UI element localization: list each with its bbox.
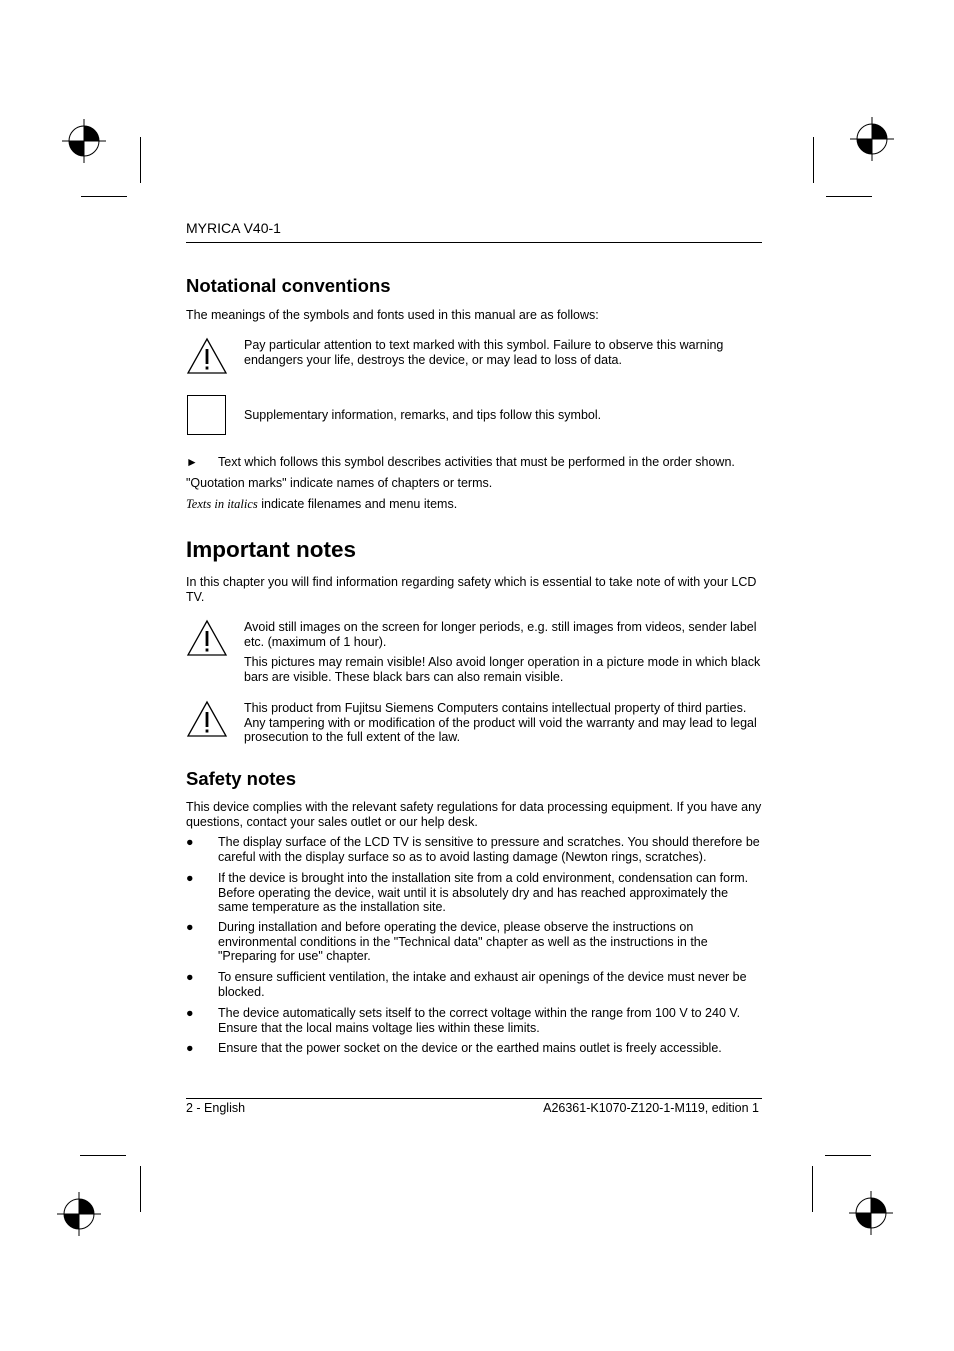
- crop-line: [826, 196, 872, 197]
- section-heading-notational-conventions: Notational conventions: [186, 275, 391, 296]
- crop-line: [812, 1166, 813, 1212]
- registration-mark-top-right: [850, 117, 894, 161]
- list-item: Ensure that the power socket on the device or the earthed mains outlet is freely accessible.: [218, 1041, 722, 1055]
- bullet-symbol: ●: [186, 835, 194, 849]
- warning-note: Pay particular attention to text marked with this symbol. Failure to observe this warning endangers your life, destroys the device, or may lead to loss of data.: [244, 338, 724, 367]
- warning-icon: [186, 619, 228, 657]
- paragraph-intro: The meanings of the symbols and fonts used in this manual are as follows:: [186, 308, 599, 322]
- bullet-symbol: ●: [186, 1041, 194, 1055]
- crop-line: [80, 1155, 126, 1156]
- page-number: 2 - English: [186, 1101, 246, 1115]
- crop-line: [825, 1155, 871, 1156]
- list-item: The device automatically sets itself to the correct voltage within the range from 100 V to 240 V. Ensure that the local mains voltage lies within these limits.: [218, 1006, 741, 1035]
- info-icon: [187, 395, 226, 435]
- info-note: Supplementary information, remarks, and tips follow this symbol.: [244, 408, 602, 422]
- document-id: A26361-K1070-Z120-1-M119, edition 1: [543, 1101, 759, 1115]
- warning-note-still-images: [244, 620, 762, 690]
- warning-paragraph: This pictures may remain visible! Also avoid longer operation in a picture mode in which black bars are visible. These black bars can also remain visible.: [244, 655, 761, 684]
- bullet-symbol: ●: [186, 920, 194, 934]
- registration-mark-bottom-left: [57, 1192, 101, 1236]
- list-item: The display surface of the LCD TV is sensitive to pressure and scratches. You should therefore be careful with the display surface so as to avoid lasting damage (Newton rings, scratches).: [218, 835, 760, 864]
- section-heading-important-notes: Important notes: [186, 537, 357, 562]
- crop-line: [140, 1166, 141, 1212]
- crop-line: [813, 137, 814, 183]
- section-heading-safety-notes: Safety notes: [186, 768, 297, 789]
- warning-icon: [186, 700, 228, 738]
- header-rule: [186, 242, 762, 243]
- warning-paragraph: Avoid still images on the screen for longer periods, e.g. still images from videos, sender label etc. (maximum of 1 hour).: [244, 620, 757, 649]
- bullet-symbol: ●: [186, 871, 194, 885]
- footer-rule: [186, 1098, 762, 1099]
- paragraph-important-intro: In this chapter you will find information regarding safety which is essential to take note of with your LCD TV.: [186, 575, 757, 604]
- arrow-note: Text which follows this symbol describes activities that must be performed in the order shown.: [218, 455, 735, 469]
- italics-sample: Texts in italics: [186, 497, 258, 511]
- italics-note: [186, 497, 762, 512]
- bullet-symbol: ●: [186, 1006, 194, 1020]
- list-item: If the device is brought into the installation site from a cold environment, condensation can form. Before operating the device, wait until it is absolutely dry and has reached approximately the same temperature as the installation site.: [218, 871, 749, 915]
- registration-mark-bottom-right: [849, 1191, 893, 1235]
- crop-line: [140, 137, 141, 183]
- bullet-symbol: ●: [186, 970, 194, 984]
- list-item: During installation and before operating the device, please observe the instructions on environmental conditions in the "Technical data" chapter as well as the instructions in the "Preparing for use" chapter.: [218, 920, 708, 964]
- arrow-symbol: ►: [186, 455, 198, 469]
- page-header: MYRICA V40-1: [186, 220, 281, 236]
- list-item: To ensure sufficient ventilation, the intake and exhaust air openings of the device must never be blocked.: [218, 970, 747, 999]
- warning-note-intellectual-property: This product from Fujitsu Siemens Computers contains intellectual property of third parties. Any tampering with or modification of the product will void the warranty and may lead to legal prosecution to the full extent of the law.: [244, 701, 757, 745]
- paragraph-safety-intro: This device complies with the relevant safety regulations for data processing equipment. If you have any questions, contact your sales outlet or our help desk.: [186, 800, 762, 829]
- warning-icon: [186, 337, 228, 375]
- crop-line: [81, 196, 127, 197]
- registration-mark-top-left: [62, 119, 106, 163]
- italics-note-rest: indicate filenames and menu items.: [257, 497, 458, 511]
- quotes-note: "Quotation marks" indicate names of chapters or terms.: [186, 476, 493, 490]
